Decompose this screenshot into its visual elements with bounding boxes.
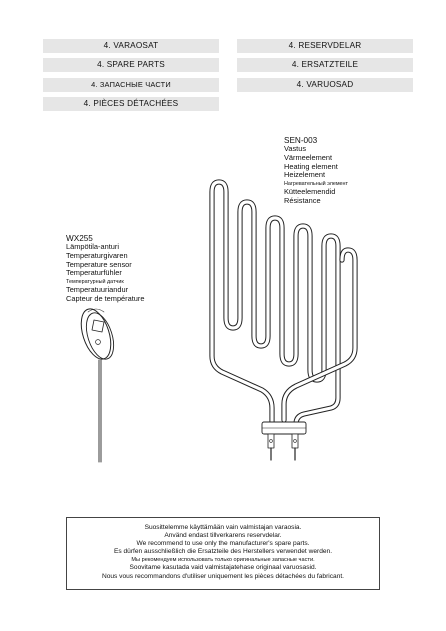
notice-line-de: Es dürfen ausschließlich die Ersatzteile des Herstellers verwendet werden. bbox=[113, 548, 333, 556]
heater-name-fi: Vastus bbox=[284, 144, 307, 154]
notice-line-fr: Nous vous recommandons d'utiliser uniquement les pièces détachées du fabricant. bbox=[101, 572, 345, 580]
heater-name-de: Heizelement bbox=[284, 170, 326, 180]
notice-line-et: Soovitame kasutada vaid valmistajatehase originaal varuosasid. bbox=[129, 564, 317, 572]
notice-box bbox=[66, 517, 380, 590]
sensor-name-de: Temperaturfühler bbox=[66, 268, 122, 278]
header-varaosat: 4. VARAOSAT bbox=[43, 39, 219, 53]
notice-line-ru: Мы рекомендуем использовать только оригинальные запасные части. bbox=[131, 557, 315, 564]
sensor-name-en: Temperature sensor bbox=[66, 259, 132, 269]
heater-name-ru: Нагревательный элемент bbox=[284, 180, 349, 187]
header-varuosad: 4. VARUOSAD bbox=[237, 78, 413, 92]
notice-line-fi: Suosittelemme käyttämään vain valmistajan varaosia. bbox=[144, 524, 302, 531]
notice-line-en: We recommend to use only the manufacturer's spare parts. bbox=[136, 540, 310, 548]
sensor-code: WX255 bbox=[66, 234, 93, 243]
sensor-name-fi: Lämpötila-anturi bbox=[66, 242, 119, 252]
header-reservdelar: 4. RESERVDELAR bbox=[237, 39, 413, 53]
sensor-name-fr: Capteur de température bbox=[66, 293, 145, 303]
header-pieces-detachees: 4. PIÈCES DÉTACHÉES bbox=[43, 97, 219, 111]
header-zapasnye-chasti: 4. ЗАПАСНЫЕ ЧАСТИ bbox=[43, 78, 219, 92]
heater-name-sv: Värmeelement bbox=[284, 153, 333, 162]
heater-code: SEN-003 bbox=[284, 136, 318, 145]
sensor-name-sv: Temperaturgivaren bbox=[66, 251, 128, 260]
header-ersatzteile: 4. ERSATZTEILE bbox=[237, 58, 413, 72]
heater-name-en: Heating element bbox=[284, 161, 338, 171]
header-spare-parts: 4. SPARE PARTS bbox=[43, 58, 219, 72]
sensor-name-ru: Температурный датчик bbox=[66, 278, 124, 285]
heater-name-fr: Résistance bbox=[284, 195, 321, 205]
heating-element-drawing bbox=[212, 182, 355, 460]
temperature-sensor-drawing bbox=[76, 305, 119, 462]
notice-line-sv: Använd endast tillverkarens reservdelar. bbox=[164, 532, 282, 540]
heater-name-et: Kütteelemendid bbox=[284, 187, 336, 197]
sensor-name-et: Temperatuuriandur bbox=[66, 285, 129, 295]
